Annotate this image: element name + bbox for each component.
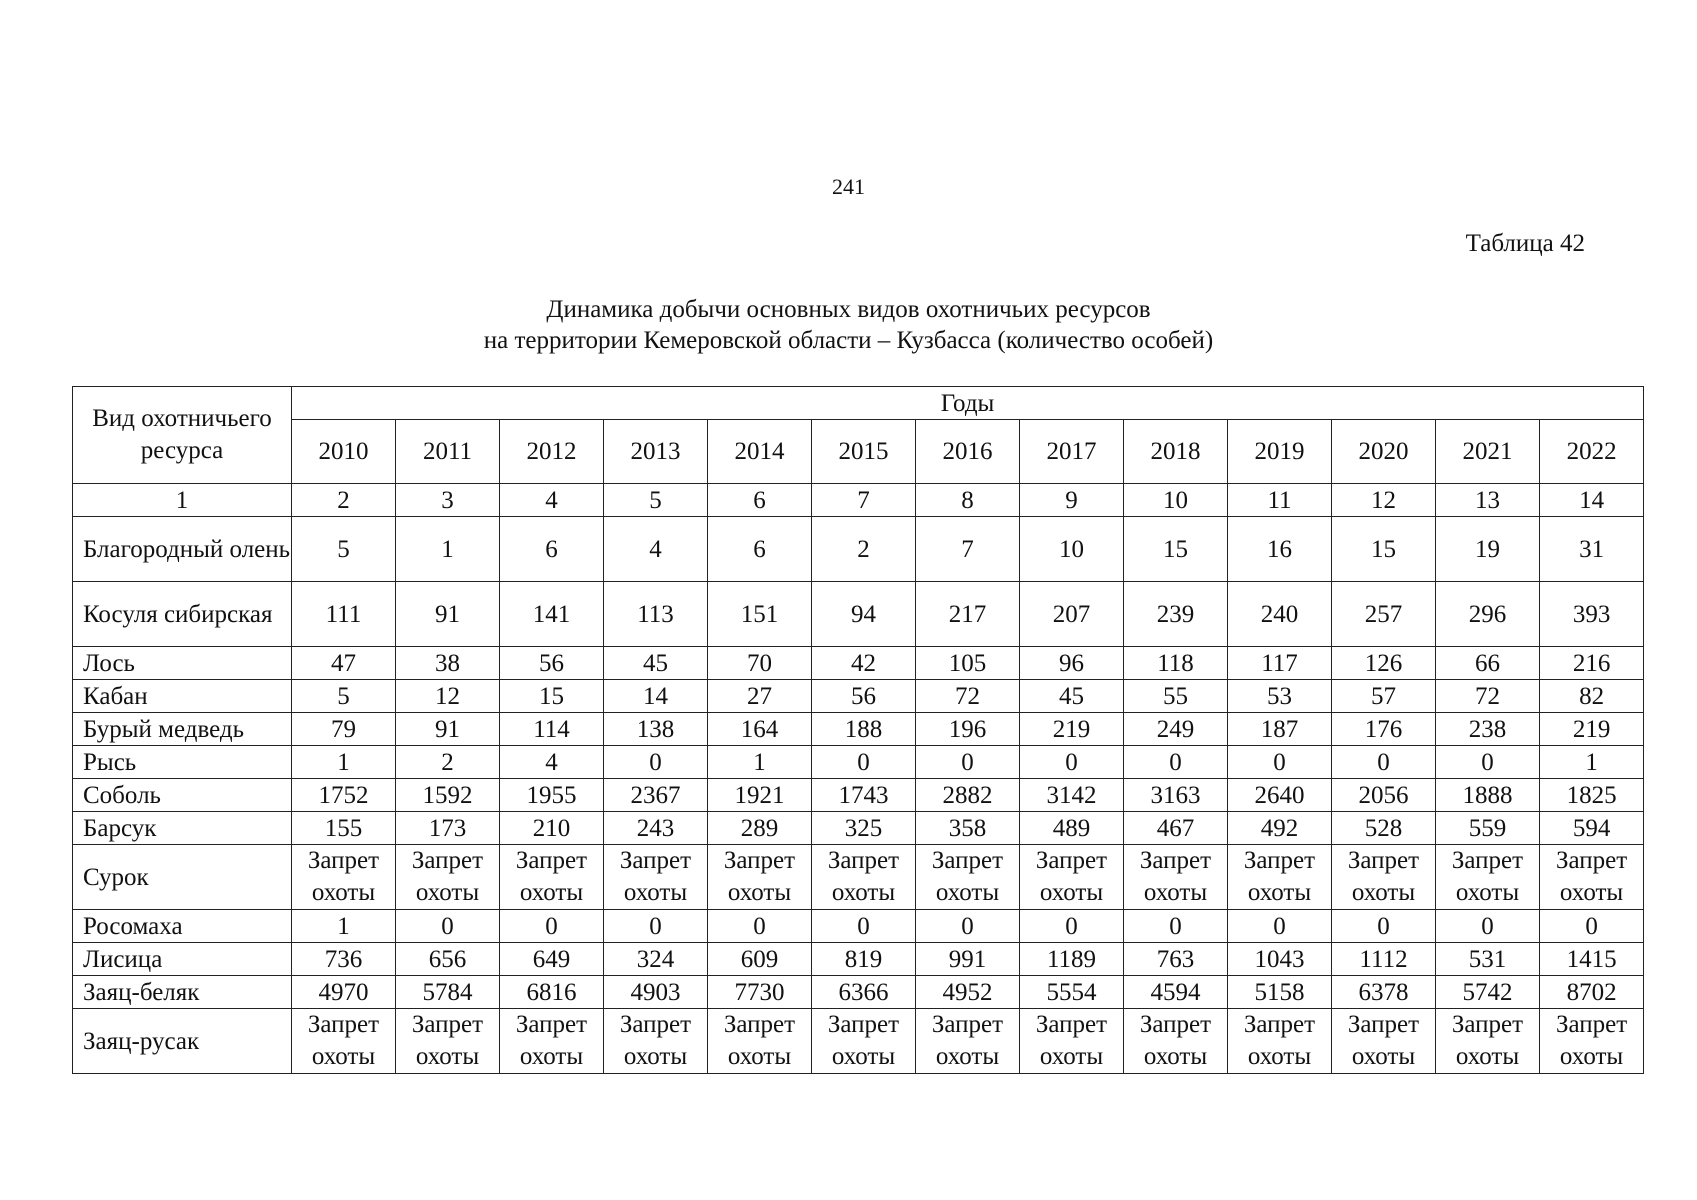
value-cell: 6816 [500, 976, 604, 1009]
value-cell: 151 [708, 582, 812, 647]
value-cell-line: охоты [623, 1043, 688, 1070]
value-cell: 3163 [1124, 779, 1228, 812]
value-cell: 4903 [604, 976, 708, 1009]
value-cell: 10 [1020, 517, 1124, 582]
value-cell: 0 [1436, 746, 1540, 779]
value-cell: 5742 [1436, 976, 1540, 1009]
value-cell: 53 [1228, 680, 1332, 713]
value-cell: 82 [1540, 680, 1644, 713]
value-cell-line: Запрет [931, 1011, 1004, 1038]
table-row [73, 976, 1644, 1009]
value-cell [604, 845, 708, 910]
value-cell: 0 [916, 746, 1020, 779]
year-header-cell: 2017 [1020, 420, 1124, 484]
value-cell: 249 [1124, 713, 1228, 746]
table-row [73, 680, 1644, 713]
value-cell: 1888 [1436, 779, 1540, 812]
year-header-cell: 2016 [916, 420, 1020, 484]
species-name-cell: Лось [73, 647, 292, 680]
value-cell-line: охоты [1143, 1043, 1208, 1070]
value-cell [1228, 1009, 1332, 1074]
value-cell-line: охоты [727, 879, 792, 906]
value-cell: 609 [708, 943, 812, 976]
value-cell: 0 [1332, 746, 1436, 779]
value-cell-line: Запрет [515, 847, 588, 874]
value-cell: 45 [1020, 680, 1124, 713]
value-cell: 55 [1124, 680, 1228, 713]
value-cell-line: Запрет [307, 1011, 380, 1038]
value-cell: 489 [1020, 812, 1124, 845]
value-cell-line: Запрет [1243, 1011, 1316, 1038]
year-header-cell: 2018 [1124, 420, 1228, 484]
value-cell: 289 [708, 812, 812, 845]
value-cell [708, 845, 812, 910]
value-cell: 559 [1436, 812, 1540, 845]
value-cell-line: охоты [311, 879, 376, 906]
species-name-cell: Лисица [73, 943, 292, 976]
value-cell-line: охоты [831, 1043, 896, 1070]
value-cell: 72 [1436, 680, 1540, 713]
value-cell: 72 [916, 680, 1020, 713]
value-cell: 56 [812, 680, 916, 713]
value-cell: 5554 [1020, 976, 1124, 1009]
species-name-cell: Бурый медведь [73, 713, 292, 746]
value-cell: 8702 [1540, 976, 1644, 1009]
value-cell-line: Запрет [1347, 847, 1420, 874]
value-cell-line: охоты [1455, 879, 1520, 906]
column-number-cell: 6 [708, 484, 812, 517]
value-cell: 0 [1540, 910, 1644, 943]
value-cell: 991 [916, 943, 1020, 976]
species-column-header: Вид охотничьего ресурса [73, 387, 292, 484]
value-cell-line: Запрет [1555, 847, 1628, 874]
value-cell-line: Запрет [931, 847, 1004, 874]
value-cell [1332, 845, 1436, 910]
value-cell: 5 [292, 517, 396, 582]
year-header-cell: 2012 [500, 420, 604, 484]
value-cell: 94 [812, 582, 916, 647]
table-row [73, 845, 1644, 910]
value-cell: 1825 [1540, 779, 1644, 812]
value-cell: 0 [708, 910, 812, 943]
value-cell-line: охоты [415, 1043, 480, 1070]
value-cell [1124, 845, 1228, 910]
value-cell-line: охоты [1039, 1043, 1104, 1070]
value-cell-line: Запрет [1035, 847, 1108, 874]
value-cell: 219 [1020, 713, 1124, 746]
value-cell: 5158 [1228, 976, 1332, 1009]
value-cell [292, 1009, 396, 1074]
species-name-cell: Барсук [73, 812, 292, 845]
value-cell: 1 [708, 746, 812, 779]
column-number-cell: 2 [292, 484, 396, 517]
value-cell: 56 [500, 647, 604, 680]
value-cell [1228, 845, 1332, 910]
value-cell [708, 1009, 812, 1074]
value-cell-line: охоты [623, 879, 688, 906]
value-cell: 210 [500, 812, 604, 845]
value-cell: 0 [1436, 910, 1540, 943]
value-cell-line: Запрет [723, 1011, 796, 1038]
value-cell: 141 [500, 582, 604, 647]
value-cell [396, 845, 500, 910]
value-cell: 2882 [916, 779, 1020, 812]
value-cell-line: Запрет [1347, 1011, 1420, 1038]
column-number-row [73, 484, 1644, 517]
value-cell [1020, 1009, 1124, 1074]
value-cell: 216 [1540, 647, 1644, 680]
value-cell: 118 [1124, 647, 1228, 680]
value-cell [916, 1009, 1020, 1074]
value-cell: 117 [1228, 647, 1332, 680]
value-cell: 1743 [812, 779, 916, 812]
year-header-cell: 2022 [1540, 420, 1644, 484]
column-number-cell: 4 [500, 484, 604, 517]
value-cell: 1112 [1332, 943, 1436, 976]
value-cell-line: охоты [1559, 879, 1624, 906]
value-cell: 31 [1540, 517, 1644, 582]
column-number-cell: 11 [1228, 484, 1332, 517]
table-row [73, 746, 1644, 779]
value-cell: 3142 [1020, 779, 1124, 812]
value-cell-line: охоты [1559, 1043, 1624, 1070]
value-cell-line: охоты [415, 879, 480, 906]
value-cell-line: охоты [1351, 1043, 1416, 1070]
value-cell: 2 [396, 746, 500, 779]
column-number-cell: 14 [1540, 484, 1644, 517]
value-cell: 4 [500, 746, 604, 779]
value-cell-line: охоты [1143, 879, 1208, 906]
value-cell: 238 [1436, 713, 1540, 746]
years-group-header: Годы [292, 387, 1644, 420]
column-number-cell: 5 [604, 484, 708, 517]
header-row-year-list [73, 420, 1644, 484]
species-name-cell: Заяц-беляк [73, 976, 292, 1009]
value-cell: 0 [1332, 910, 1436, 943]
value-cell-line: Запрет [411, 847, 484, 874]
value-cell: 6 [708, 517, 812, 582]
value-cell: 257 [1332, 582, 1436, 647]
value-cell: 0 [1228, 746, 1332, 779]
value-cell-line: охоты [1351, 879, 1416, 906]
value-cell [604, 1009, 708, 1074]
value-cell-line: охоты [519, 1043, 584, 1070]
value-cell: 207 [1020, 582, 1124, 647]
value-cell: 243 [604, 812, 708, 845]
value-cell: 27 [708, 680, 812, 713]
value-cell: 196 [916, 713, 1020, 746]
value-cell: 173 [396, 812, 500, 845]
value-cell [1540, 1009, 1644, 1074]
value-cell: 15 [1332, 517, 1436, 582]
value-cell [812, 845, 916, 910]
species-name-cell: Кабан [73, 680, 292, 713]
value-cell: 1043 [1228, 943, 1332, 976]
species-name-cell: Благородный олень [73, 517, 292, 582]
value-cell: 324 [604, 943, 708, 976]
value-cell-line: Запрет [619, 1011, 692, 1038]
column-number-cell: 10 [1124, 484, 1228, 517]
value-cell: 111 [292, 582, 396, 647]
value-cell: 4 [604, 517, 708, 582]
column-number-cell: 12 [1332, 484, 1436, 517]
value-cell: 96 [1020, 647, 1124, 680]
title-line: Динамика добычи основных видов охотничьих ресурсов [546, 296, 1151, 323]
year-header-cell: 2021 [1436, 420, 1540, 484]
value-cell: 1 [292, 746, 396, 779]
value-cell: 1 [292, 910, 396, 943]
value-cell-line: Запрет [515, 1011, 588, 1038]
value-cell: 7 [916, 517, 1020, 582]
value-cell: 57 [1332, 680, 1436, 713]
value-cell-line: Запрет [827, 847, 900, 874]
value-cell-line: охоты [727, 1043, 792, 1070]
table-row [73, 779, 1644, 812]
value-cell: 492 [1228, 812, 1332, 845]
table-label: Таблица 42 [1465, 230, 1585, 257]
year-header-cell: 2014 [708, 420, 812, 484]
value-cell: 219 [1540, 713, 1644, 746]
value-cell: 15 [1124, 517, 1228, 582]
value-cell: 105 [916, 647, 1020, 680]
value-cell: 164 [708, 713, 812, 746]
table-row [73, 517, 1644, 582]
species-name-cell: Рысь [73, 746, 292, 779]
value-cell: 4952 [916, 976, 1020, 1009]
value-cell: 0 [396, 910, 500, 943]
value-cell: 0 [1124, 910, 1228, 943]
value-cell-line: охоты [1247, 879, 1312, 906]
value-cell: 47 [292, 647, 396, 680]
year-header-cell: 2013 [604, 420, 708, 484]
value-cell: 187 [1228, 713, 1332, 746]
value-cell: 736 [292, 943, 396, 976]
value-cell: 325 [812, 812, 916, 845]
value-cell: 176 [1332, 713, 1436, 746]
value-cell: 0 [1020, 910, 1124, 943]
value-cell-line: Запрет [1035, 1011, 1108, 1038]
value-cell: 114 [500, 713, 604, 746]
value-cell: 14 [604, 680, 708, 713]
value-cell [812, 1009, 916, 1074]
value-cell [500, 845, 604, 910]
value-cell: 819 [812, 943, 916, 976]
value-cell: 6366 [812, 976, 916, 1009]
value-cell: 2640 [1228, 779, 1332, 812]
value-cell [396, 1009, 500, 1074]
value-cell-line: охоты [311, 1043, 376, 1070]
value-cell: 5 [292, 680, 396, 713]
value-cell-line: Запрет [619, 847, 692, 874]
value-cell-line: Запрет [1451, 847, 1524, 874]
species-name-cell: Косуля сибирская [73, 582, 292, 647]
value-cell-line: Запрет [1243, 847, 1316, 874]
column-number-cell: 1 [73, 484, 292, 517]
value-cell: 467 [1124, 812, 1228, 845]
species-name-cell: Заяц-русак [73, 1009, 292, 1074]
value-cell: 594 [1540, 812, 1644, 845]
table-row [73, 713, 1644, 746]
value-cell: 1 [1540, 746, 1644, 779]
value-cell-line: Запрет [827, 1011, 900, 1038]
header-row-years [73, 387, 1644, 420]
value-cell: 649 [500, 943, 604, 976]
value-cell: 4594 [1124, 976, 1228, 1009]
title-line: на территории Кемеровской области – Кузбасса (количество особей) [483, 327, 1214, 354]
value-cell: 155 [292, 812, 396, 845]
value-cell: 0 [604, 910, 708, 943]
value-cell: 0 [812, 910, 916, 943]
value-cell-line: охоты [935, 1043, 1000, 1070]
value-cell-line: Запрет [1139, 847, 1212, 874]
value-cell [1020, 845, 1124, 910]
value-cell: 16 [1228, 517, 1332, 582]
value-cell: 0 [604, 746, 708, 779]
column-number-cell: 9 [1020, 484, 1124, 517]
value-cell: 217 [916, 582, 1020, 647]
year-header-cell: 2015 [812, 420, 916, 484]
value-cell: 66 [1436, 647, 1540, 680]
value-cell: 358 [916, 812, 1020, 845]
value-cell: 6378 [1332, 976, 1436, 1009]
value-cell [1332, 1009, 1436, 1074]
value-cell: 45 [604, 647, 708, 680]
value-cell-line: охоты [519, 879, 584, 906]
value-cell [916, 845, 1020, 910]
year-header-cell: 2011 [396, 420, 500, 484]
value-cell: 0 [916, 910, 1020, 943]
value-cell: 531 [1436, 943, 1540, 976]
value-cell: 296 [1436, 582, 1540, 647]
table-title [0, 294, 1697, 356]
table-row [73, 812, 1644, 845]
species-name-cell: Сурок [73, 845, 292, 910]
value-cell-line: Запрет [1555, 1011, 1628, 1038]
value-cell: 0 [1020, 746, 1124, 779]
value-cell: 38 [396, 647, 500, 680]
value-cell: 393 [1540, 582, 1644, 647]
value-cell: 1921 [708, 779, 812, 812]
value-cell: 239 [1124, 582, 1228, 647]
value-cell-line: Запрет [1451, 1011, 1524, 1038]
year-header-cell: 2020 [1332, 420, 1436, 484]
table-row [73, 910, 1644, 943]
value-cell: 1752 [292, 779, 396, 812]
value-cell: 7730 [708, 976, 812, 1009]
value-cell: 188 [812, 713, 916, 746]
value-cell: 528 [1332, 812, 1436, 845]
year-header-cell: 2019 [1228, 420, 1332, 484]
table-row [73, 1009, 1644, 1074]
table-row [73, 647, 1644, 680]
column-number-cell: 13 [1436, 484, 1540, 517]
value-cell: 1592 [396, 779, 500, 812]
value-cell: 138 [604, 713, 708, 746]
table-row [73, 582, 1644, 647]
value-cell [1124, 1009, 1228, 1074]
column-number-cell: 7 [812, 484, 916, 517]
value-cell: 0 [1228, 910, 1332, 943]
value-cell-line: охоты [1455, 1043, 1520, 1070]
value-cell-line: Запрет [307, 847, 380, 874]
value-cell-line: Запрет [1139, 1011, 1212, 1038]
value-cell: 113 [604, 582, 708, 647]
value-cell: 70 [708, 647, 812, 680]
value-cell: 0 [812, 746, 916, 779]
value-cell-line: Запрет [723, 847, 796, 874]
value-cell: 42 [812, 647, 916, 680]
value-cell-line: охоты [1039, 879, 1104, 906]
value-cell: 763 [1124, 943, 1228, 976]
value-cell: 79 [292, 713, 396, 746]
value-cell: 1 [396, 517, 500, 582]
species-name-cell: Соболь [73, 779, 292, 812]
value-cell: 1955 [500, 779, 604, 812]
value-cell: 1415 [1540, 943, 1644, 976]
value-cell: 4970 [292, 976, 396, 1009]
value-cell: 0 [500, 910, 604, 943]
value-cell [1540, 845, 1644, 910]
species-name-cell: Росомаха [73, 910, 292, 943]
value-cell-line: охоты [1247, 1043, 1312, 1070]
value-cell: 19 [1436, 517, 1540, 582]
value-cell: 240 [1228, 582, 1332, 647]
value-cell: 91 [396, 713, 500, 746]
value-cell: 12 [396, 680, 500, 713]
value-cell: 1189 [1020, 943, 1124, 976]
value-cell: 656 [396, 943, 500, 976]
value-cell-line: охоты [831, 879, 896, 906]
value-cell: 15 [500, 680, 604, 713]
year-header-cell: 2010 [292, 420, 396, 484]
value-cell: 126 [1332, 647, 1436, 680]
value-cell [292, 845, 396, 910]
value-cell: 2 [812, 517, 916, 582]
value-cell: 2056 [1332, 779, 1436, 812]
harvest-table [72, 386, 1644, 1074]
table-row [73, 943, 1644, 976]
value-cell [500, 1009, 604, 1074]
value-cell-line: Запрет [411, 1011, 484, 1038]
value-cell [1436, 1009, 1540, 1074]
value-cell-line: охоты [935, 879, 1000, 906]
page-number: 241 [832, 174, 865, 199]
value-cell: 91 [396, 582, 500, 647]
value-cell: 6 [500, 517, 604, 582]
value-cell [1436, 845, 1540, 910]
value-cell: 2367 [604, 779, 708, 812]
column-number-cell: 3 [396, 484, 500, 517]
value-cell: 5784 [396, 976, 500, 1009]
value-cell: 0 [1124, 746, 1228, 779]
column-number-cell: 8 [916, 484, 1020, 517]
